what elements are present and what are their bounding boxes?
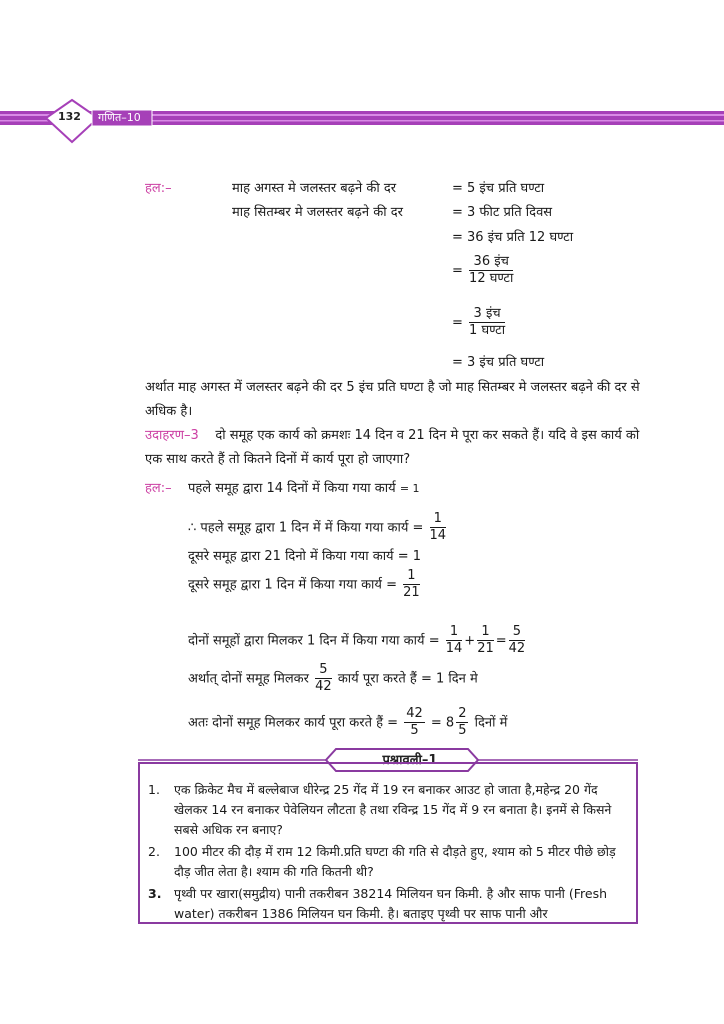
equals-sign: = 8 [430, 715, 455, 731]
fraction-denominator: 42 [508, 641, 526, 657]
august-rate-value: = 5 इंच प्रति घण्टा [452, 181, 545, 196]
september-rate-label: माह सितम्बर मे जलस्तर बढ़ने की दर [232, 205, 403, 220]
fraction-numerator: 1 [477, 624, 494, 641]
solution-label: हल:– [145, 181, 172, 196]
question-2 [148, 842, 632, 882]
question-number: 3. [148, 886, 162, 901]
solution-label: हल:– [145, 481, 172, 496]
fraction-numerator: 2 [456, 706, 468, 723]
exercise-title: प्रश्नावली–1 [382, 753, 438, 768]
step-text: पहले समूह द्वारा 14 दिनों में किया गया कार्य [188, 481, 396, 496]
step-7 [188, 706, 507, 740]
step-text: अतः दोनों समूह मिलकर कार्य पूरा करते हैं = [188, 715, 399, 731]
example-3 [145, 424, 640, 472]
fraction-numerator: 5 [509, 624, 526, 641]
fraction-numerator: 1 [430, 511, 447, 528]
example-text: दो समूह एक कार्य को क्रमशः 14 दिन व 21 दिन मे पूरा कर सकते हैं। यदि वे इस कार्य को एक साथ करते हैं तो कितने दिनों में कार्य पूरा हो जाएगा? [145, 428, 640, 467]
question-1 [148, 780, 632, 840]
step-4 [188, 568, 422, 602]
fraction-numerator: 5 [315, 662, 332, 679]
fraction-denominator: 14 [445, 641, 463, 657]
plus-sign: + [464, 633, 476, 649]
step-6 [188, 662, 478, 696]
step-text: ∴ पहले समूह द्वारा 1 दिन में में किया गया कार्य = [188, 520, 424, 536]
fraction-denominator: 1 घण्टा [469, 323, 506, 339]
step-value: = 1 [399, 482, 420, 495]
step-text: अर्थात् दोनों समूह मिलकर [188, 671, 309, 687]
page-number: 132 [58, 110, 81, 123]
august-rate-label: माह अगस्त मे जलस्तर बढ़ने की दर [232, 181, 397, 196]
fraction-denominator: 5 [458, 723, 467, 739]
september-rate-value: = 3 फीट प्रति दिवस [452, 205, 553, 220]
step-text: दिनों में [474, 715, 508, 731]
exercise-box [138, 762, 638, 924]
fraction-numerator: 36 इंच [469, 254, 513, 271]
september-rate-step1: = 36 इंच प्रति 12 घण्टा [452, 230, 574, 245]
step-value: = 1 दिन मे [420, 671, 478, 687]
step-5 [188, 624, 527, 658]
fraction-denominator: 12 घण्टा [469, 271, 514, 287]
step-2 [188, 511, 448, 545]
fraction-denominator: 5 [410, 723, 419, 739]
section-title: गणित–10 [98, 111, 141, 124]
fraction-denominator: 21 [477, 641, 494, 657]
step-3: दूसरे समूह द्वारा 21 दिनो में किया गया कार्य = 1 [188, 549, 422, 564]
solution-conclusion: अर्थात माह अगस्त में जलस्तर बढ़ने की दर 5 इंच प्रति घण्टा है जो माह सितम्बर मे जलस्तर बढ़ने की दर से अधिक है। [145, 380, 640, 419]
question-3 [148, 884, 632, 924]
fraction-denominator: 42 [315, 679, 332, 695]
step-1 [188, 478, 420, 496]
question-number: 2. [148, 844, 160, 859]
step-text: कार्य पूरा करते हैं [337, 671, 417, 687]
fraction-numerator: 3 इंच [469, 306, 505, 323]
fraction-denominator: 14 [429, 528, 447, 544]
september-rate-step2: = $\frac{\text{36 इंच}}{\text{12 घण्टा}}$ [452, 254, 514, 287]
question-text: पृथ्वी पर खारा(समुद्रीय) पानी तकरीबन 38214 मिलियन घन किमी. है और साफ पानी (Fresh water) तकरीबन 1386 मिलियन घन किमी. है। बताइए पृथ्वी पर साफ पानी और [174, 886, 608, 921]
step-text: दोनों समूहों द्वारा मिलकर 1 दिन में किया गया कार्य = [188, 633, 440, 649]
fraction-numerator: 1 [403, 568, 420, 585]
example-label: उदाहरण–3 [145, 428, 199, 443]
fraction-numerator: 42 [404, 706, 425, 723]
question-number: 1. [148, 782, 160, 797]
equals-sign: = [495, 633, 507, 649]
step-text: दूसरे समूह द्वारा 1 दिन में किया गया कार्य = [188, 577, 397, 593]
september-rate-result: = 3 इंच प्रति घण्टा [452, 355, 545, 370]
fraction-denominator: 21 [403, 585, 420, 601]
fraction-numerator: 1 [446, 624, 463, 641]
question-text: 100 मीटर की दौड़ में राम 12 किमी.प्रति घण्टा की गति से दौड़ते हुए, श्याम को 5 मीटर पीछे छोड़ दौड़ जीत लेता है। श्याम की गति कितनी थी? [174, 844, 616, 879]
question-text: एक क्रिकेट मैच में बल्लेबाज धीरेन्द्र 25 गेंद में 19 रन बनाकर आउट हो जाता है,महेन्द्र 20 गेंद खेलकर 14 रन बनाकर पेवेलियन लौटता है तथा रविन्द्र 15 गेंद में 9 रन बनाता है। इनमें से किसने सबसे अधिक रन बनाए? [174, 782, 612, 837]
september-rate-step3: = $\frac{\text{3 इंच}}{\text{1 घण्टा}}$ [452, 306, 506, 339]
